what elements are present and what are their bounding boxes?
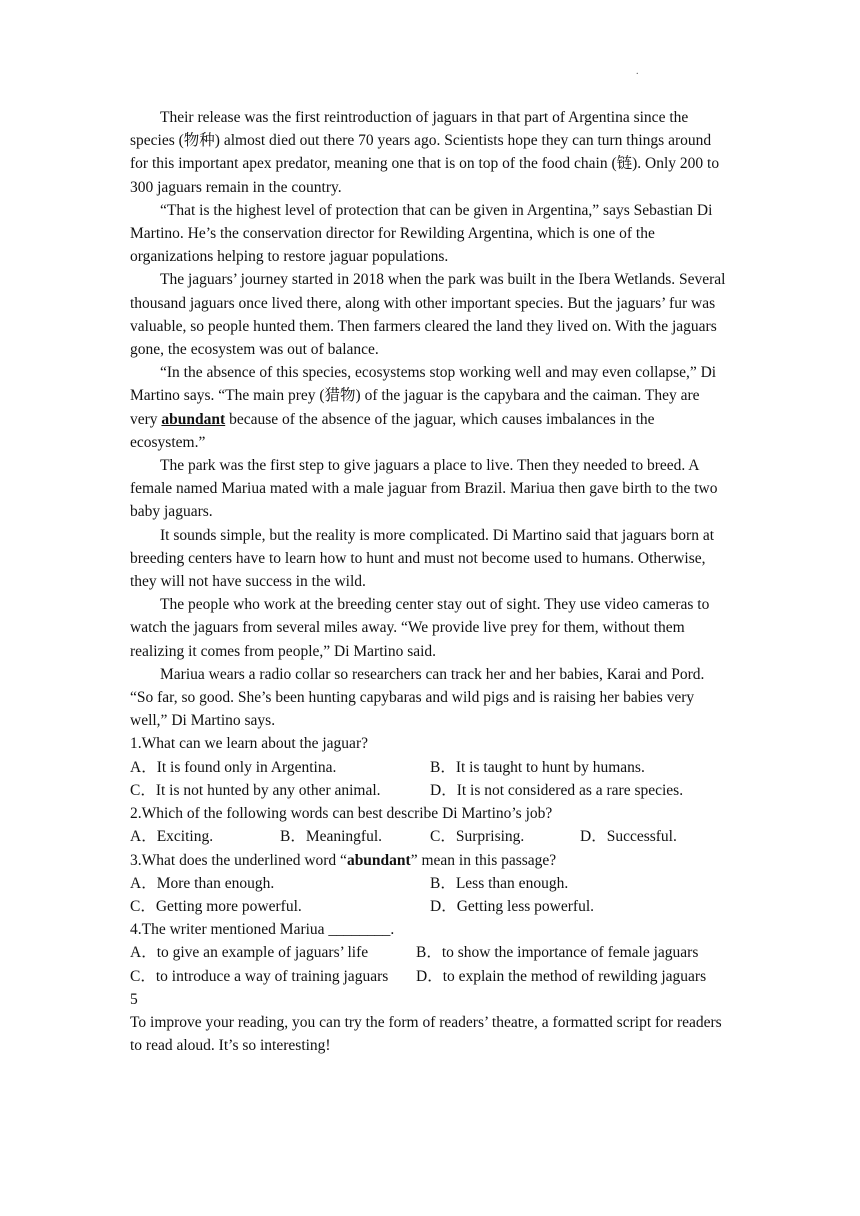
question-2-option-b: B．Meaningful. <box>280 828 383 846</box>
passage-paragraph-6: It sounds simple, but the reality is more complicated. Di Martino said that jaguars born at breeding centers have to learn how to hunt and must not become used to humans. Otherwise, they will not have success in the wild. <box>130 526 715 591</box>
question-3-stem-before: 3.What does the underlined word “ <box>130 851 347 869</box>
question-3-option-b: B．Less than enough. <box>430 874 569 892</box>
question-2-option-a: A．Exciting. <box>130 828 214 846</box>
question-4-options-row-2 <box>130 965 730 988</box>
question-2-stem: 2.Which of the following words can best describe Di Martino’s job? <box>130 805 553 823</box>
question-4-stem: 4.The writer mentioned Mariua ________. <box>130 921 395 939</box>
question-4-option-c: C．to introduce a way of training jaguars <box>130 967 389 985</box>
passage-paragraph-4 <box>130 361 730 454</box>
question-3-stem <box>130 849 730 872</box>
question-3-options-row-2 <box>130 895 730 918</box>
underlined-word: abundant <box>161 410 226 428</box>
question-4-option-d: D．to explain the method of rewilding jaguars <box>416 967 707 985</box>
document-page <box>130 106 730 1057</box>
question-1-option-c: C．It is not hunted by any other animal. <box>130 781 381 799</box>
question-4-options-row-1 <box>130 941 730 964</box>
question-2-options-row <box>130 825 730 848</box>
section-5-text: To improve your reading, you can try the form of readers’ theatre, a formatted script for readers to read aloud. It’s so interesting! <box>130 1013 722 1055</box>
question-3-word: abundant <box>346 851 411 869</box>
question-1-stem: 1.What can we learn about the jaguar? <box>130 735 368 753</box>
question-3-stem-after: ” mean in this passage? <box>410 851 557 869</box>
question-1-option-a: A．It is found only in Argentina. <box>130 758 337 776</box>
passage-paragraph-3: The jaguars’ journey started in 2018 when the park was built in the Ibera Wetlands. Several thousand jaguars once lived there, along with other important species. But the jaguars’ fur was valuable, so people hunted them. Then farmers cleared the land they lived on. With the jaguars gone, the ecosystem was out of balance. <box>130 271 726 359</box>
question-1-option-b: B．It is taught to hunt by humans. <box>430 758 645 776</box>
passage-paragraph-8: Mariua wears a radio collar so researchers can track her and her babies, Karai and Pord. “So far, so good. She’s been hunting capybaras and wild pigs and is raising her babies very well,” Di Martino says. <box>130 665 705 730</box>
question-3-options-row-1 <box>130 872 730 895</box>
question-1-option-d: D．It is not considered as a rare species. <box>430 781 684 799</box>
question-2-option-d: D．Successful. <box>580 828 677 846</box>
question-2-option-c: C．Surprising. <box>430 828 525 846</box>
question-4-option-b: B．to show the importance of female jaguars <box>416 944 699 962</box>
question-4-option-a: A．to give an example of jaguars’ life <box>130 944 369 962</box>
passage-paragraph-2: “That is the highest level of protection that can be given in Argentina,” says Sebastian Di Martino. He’s the conservation director for Rewilding Argentina, which is one of the organizations helping to restore jaguar populations. <box>130 201 713 266</box>
header-mark: . <box>636 66 639 77</box>
passage-paragraph-5: The park was the first step to give jaguars a place to live. Then they needed to breed. A female named Mariua mated with a male jaguar from Brazil. Mariua then gave birth to the two baby jaguars. <box>130 457 718 521</box>
section-5-number: 5 <box>130 990 138 1008</box>
question-3-option-c: C．Getting more powerful. <box>130 897 302 915</box>
passage-paragraph-1: Their release was the first reintroduction of jaguars in that part of Argentina since the species (物种) almost died out there 70 years ago. Scientists hope they can turn things around for this important apex predator, meaning one that is on top of the food chain (链). Only 200 to 300 jaguars remain in the country. <box>130 109 720 196</box>
passage-paragraph-4-before: “In the absence of this species, ecosystems stop working well and may even collapse,” Di Martino says. “The main prey (猎物) of the jaguar is the capybara and the caiman. They are very <box>130 364 717 428</box>
passage-paragraph-7: The people who work at the breeding center stay out of sight. They use video cameras to watch the jaguars from several miles away. “We provide live prey for them, without them realizing it comes from people,” Di Martino said. <box>130 596 710 660</box>
question-3-option-d: D．Getting less powerful. <box>430 897 595 915</box>
passage-paragraph-4-after: because of the absence of the jaguar, which causes imbalances in the ecosystem.” <box>130 410 655 451</box>
question-1-options-row-2 <box>130 779 730 802</box>
question-3-option-a: A．More than enough. <box>130 874 275 892</box>
question-1-options-row-1 <box>130 756 730 779</box>
